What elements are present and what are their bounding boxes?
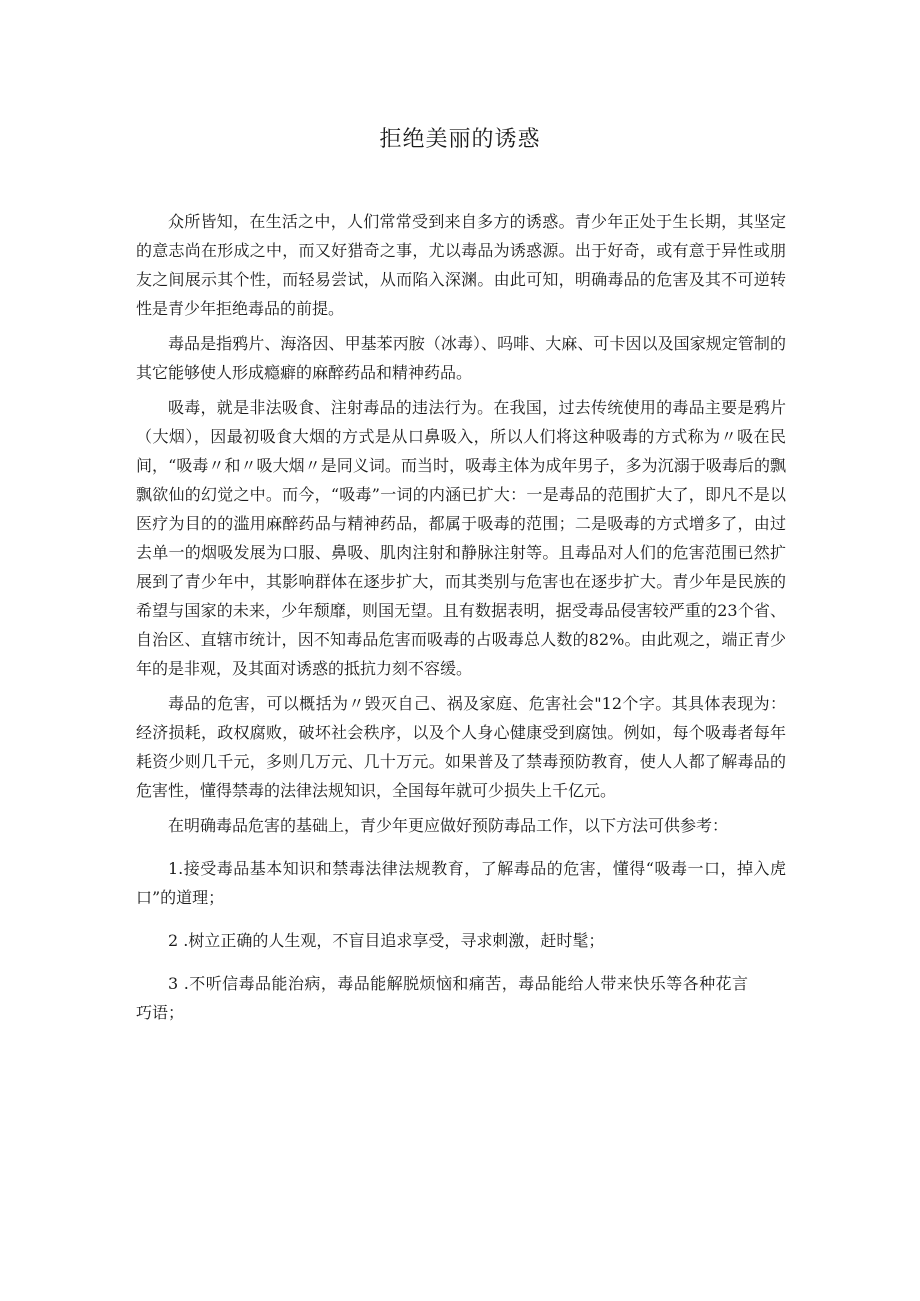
- list-item: 3 .不听信毒品能治病，毒品能解脱烦恼和痛苦，毒品能给人带来快乐等各种花言巧语；: [136, 974, 748, 1022]
- paragraph-harm: 毒品的危害，可以概括为〃毁灭自己、祸及家庭、危害社会"12个字。其具体表现为：经济损耗，政权腐败，破坏社会秩序，以及个人身心健康受到腐蚀。例如，每个吸毒者每年耗资少则几千元，多则几万元、几十万元。如果普及了禁毒预防教育，使人人都了解毒品的危害性，懂得禁毒的法律法规知识，全国每年就可少损失上千亿元。: [136, 694, 786, 800]
- paragraph-definition: 毒品是指鸦片、海洛因、甲基苯丙胺（冰毒）、吗啡、大麻、可卡因以及国家规定管制的其它能够使人形成瘾癖的麻醉药品和精神药品。: [136, 334, 786, 382]
- page-title: 拒绝美丽的诱惑: [379, 127, 541, 152]
- paragraph-intro: 众所皆知，在生活之中，人们常常受到来自多方的诱惑。青少年正处于生长期，其坚定的意志尚在形成之中，而又好猎奇之事，尤以毒品为诱惑源。出于好奇，或有意于异性或朋友之间展示其个性，而轻易尝试，从而陷入深渊。由此可知，明确毒品的危害及其不可逆转性是青少年拒绝毒品的前提。: [136, 212, 786, 318]
- paragraph-drug-use: 吸毒，就是非法吸食、注射毒品的违法行为。在我国，过去传统使用的毒品主要是鸦片（大烟），因最初吸食大烟的方式是从口鼻吸入，所以人们将这种吸毒的方式称为〃吸在民间，“吸毒〃和〃吸大烟〃是同义词。而当时，吸毒主体为成年男子，多为沉溺于吸毒后的飘飘欲仙的幻觉之中。而今，“吸毒”一词的内涵已扩大：一是毒品的范围扩大了，即凡不是以医疗为目的的滥用麻醉药品与精神药品，都属于吸毒的范围；二是吸毒的方式增多了，由过去单一的烟吸发展为口服、鼻吸、肌肉注射和静脉注射等。且毒品对人们的危害范围已然扩展到了青少年中，其影响群体在逐步扩大，而其类别与危害也在逐步扩大。青少年是民族的希望与国家的未来，少年颓靡，则国无望。且有数据表明，据受毒品侵害较严重的23个省、自治区、直辖市统计，因不知毒品危害而吸毒的占吸毒总人数的82%。由此观之，端正青少年的是非观，及其面对诱惑的抵抗力刻不容缓。: [136, 398, 786, 678]
- document-body: [136, 207, 786, 1027]
- list-item: 2 .树立正确的人生观，不盲目追求享受，寻求刺激，赶时髦；: [168, 931, 605, 950]
- list-item: 1.接受毒品基本知识和禁毒法律法规教育，了解毒品的危害，懂得“吸毒一口，掉入虎口”的道理；: [136, 859, 786, 907]
- paragraph-prevention-intro: 在明确毒品危害的基础上，青少年更应做好预防毒品工作，以下方法可供参考：: [168, 816, 729, 835]
